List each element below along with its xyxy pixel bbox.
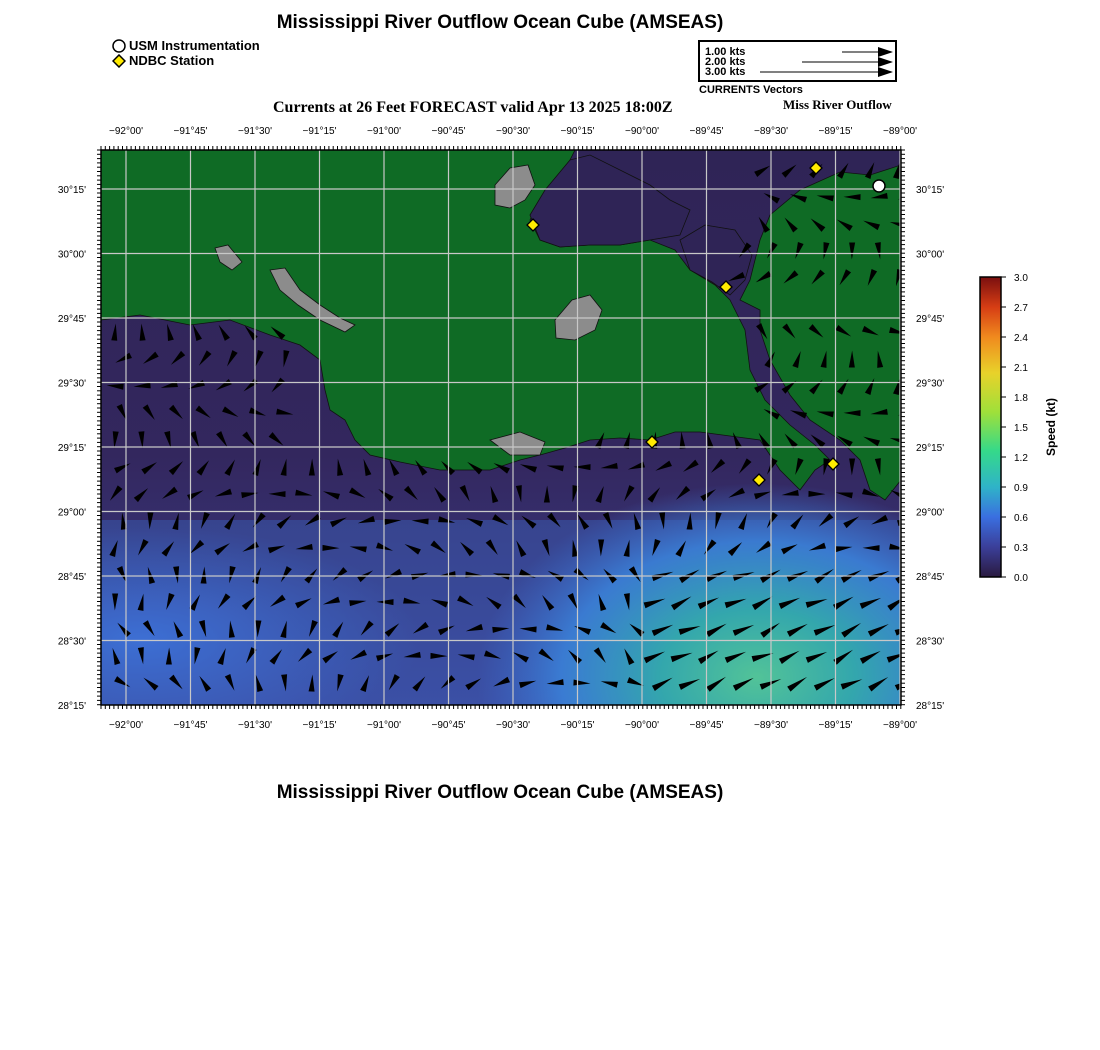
longitude-tick-label: −92°00'	[109, 126, 143, 137]
longitude-tick-label: −89°00'	[883, 126, 917, 137]
longitude-tick-label: −90°30'	[496, 720, 530, 731]
latitude-tick-label: 29°15'	[916, 443, 945, 454]
map-subtitle: Currents at 26 Feet FORECAST valid Apr 13 2025 18:00Z	[273, 99, 673, 116]
vector-key-label-3: 3.00 kts	[705, 66, 746, 78]
current-vector	[901, 458, 912, 476]
longitude-tick-label: −89°15'	[818, 720, 853, 731]
page-title-secondary: Mississippi River Outflow Ocean Cube (AMSEAS)	[276, 782, 724, 803]
latitude-tick-label: 30°00'	[57, 249, 86, 261]
longitude-tick-label: −89°30'	[754, 720, 788, 731]
colorbar-tick-label: 1.8	[1014, 393, 1028, 404]
latitude-tick-label: 28°15'	[57, 701, 86, 712]
legend-ndbc-label: NDBC Station	[129, 53, 215, 68]
longitude-tick-label: −91°00'	[367, 126, 401, 137]
latitude-tick-label: 29°45'	[57, 314, 86, 325]
longitude-tick-label: −89°30'	[754, 126, 788, 137]
longitude-tick-label: −91°15'	[302, 126, 337, 137]
speed-colorbar	[970, 268, 1065, 588]
usm-instrument-marker[interactable]	[873, 180, 885, 192]
longitude-tick-label: −89°45'	[689, 126, 724, 137]
latitude-tick-label: 28°15'	[916, 701, 945, 712]
colorbar-tick-label: 0.0	[1014, 573, 1028, 584]
colorbar-tick-label: 0.6	[1014, 513, 1028, 524]
latitude-tick-label: 28°45'	[57, 572, 86, 583]
latitude-tick-label: 29°00'	[57, 507, 86, 519]
latitude-tick-label: 30°15'	[57, 185, 86, 196]
longitude-tick-label: −91°45'	[173, 126, 208, 137]
legend-usm-label: USM Instrumentation	[129, 38, 260, 53]
page-title: Mississippi River Outflow Ocean Cube (AMSEAS)	[276, 12, 724, 33]
latitude-tick-label: 28°30'	[57, 636, 86, 648]
longitude-tick-label: −90°45'	[431, 126, 466, 137]
longitude-tick-label: −89°15'	[818, 126, 853, 137]
colorbar-gradient	[980, 277, 1001, 577]
latitude-labels-right	[916, 185, 944, 712]
vector-key-title: CURRENTS Vectors	[699, 84, 803, 96]
colorbar-tick-label: 0.3	[1014, 543, 1028, 554]
colorbar-tick-label: 1.5	[1014, 423, 1028, 434]
latitude-tick-label: 29°45'	[916, 314, 945, 325]
colorbar-tick-label: 2.7	[1014, 303, 1028, 314]
vector-key-label-2: 2.00 kts	[705, 56, 746, 68]
colorbar-tick-label: 1.2	[1014, 453, 1028, 464]
colorbar-ticks	[1001, 273, 1028, 584]
longitude-tick-label: −91°30'	[238, 720, 272, 731]
latitude-tick-label: 28°30'	[916, 636, 945, 648]
longitude-tick-label: −91°00'	[367, 720, 401, 731]
longitude-tick-label: −89°00'	[883, 720, 917, 731]
latitude-labels-left	[58, 185, 86, 712]
longitude-tick-label: −90°30'	[496, 126, 530, 137]
colorbar-tick-label: 2.4	[1014, 333, 1028, 344]
colorbar-tick-label: 3.0	[1014, 273, 1028, 284]
longitude-tick-label: −91°30'	[238, 126, 272, 137]
longitude-tick-label: −90°00'	[625, 126, 659, 137]
latitude-tick-label: 29°15'	[57, 443, 86, 454]
longitude-tick-label: −90°15'	[560, 126, 595, 137]
longitude-labels-top	[109, 126, 917, 137]
longitude-tick-label: −90°15'	[560, 720, 595, 731]
region-label: Miss River Outflow	[783, 97, 892, 112]
longitude-tick-label: −89°45'	[689, 720, 724, 731]
latitude-tick-label: 29°30'	[916, 378, 945, 390]
latitude-tick-label: 28°45'	[916, 572, 945, 583]
latitude-tick-label: 30°00'	[916, 249, 945, 261]
longitude-labels-bottom	[109, 720, 917, 731]
colorbar-label: Speed (kt)	[1044, 397, 1058, 457]
longitude-tick-label: −92°00'	[109, 720, 143, 731]
longitude-tick-label: −91°15'	[302, 720, 337, 731]
colorbar-tick-label: 0.9	[1014, 483, 1028, 494]
latitude-tick-label: 30°15'	[916, 185, 945, 196]
longitude-tick-label: −90°00'	[625, 720, 659, 731]
longitude-tick-label: −91°45'	[173, 720, 208, 731]
latitude-tick-label: 29°00'	[916, 507, 945, 519]
longitude-tick-label: −90°45'	[431, 720, 466, 731]
latitude-tick-label: 29°30'	[57, 378, 86, 390]
vector-key-label-1: 1.00 kts	[705, 46, 746, 58]
colorbar-tick-label: 2.1	[1014, 363, 1028, 374]
